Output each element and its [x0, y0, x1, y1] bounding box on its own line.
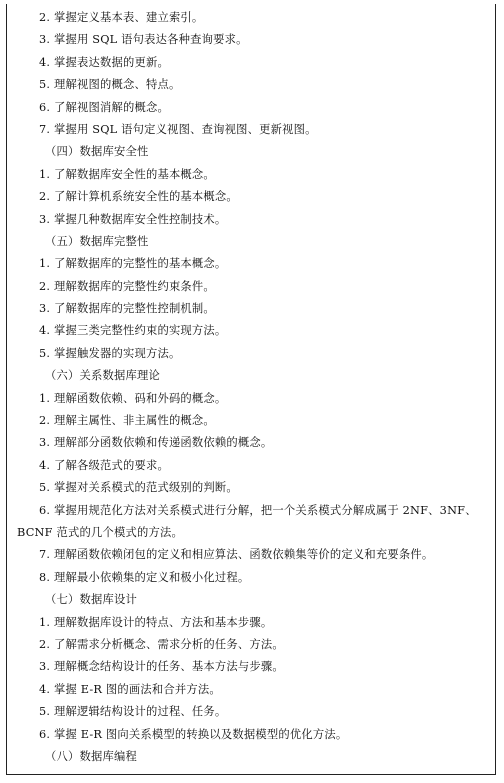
section-heading: （五）数据库完整性: [45, 234, 149, 248]
list-item: 2. 理解数据库的完整性约束条件。: [39, 279, 215, 293]
list-item: 5. 理解视图的概念、特点。: [39, 78, 181, 92]
list-item: 2. 掌握定义基本表、建立索引。: [39, 11, 204, 24]
list-item: 4. 了解各级范式的要求。: [39, 458, 169, 472]
list-item: 1. 理解数据库设计的特点、方法和基本步骤。: [39, 615, 273, 629]
list-item: 1. 了解数据库的完整性的基本概念。: [39, 257, 227, 271]
list-item: 4. 掌握三类完整性约束的实现方法。: [39, 324, 227, 338]
list-item: 8. 理解最小依赖集的定义和极小化过程。: [39, 570, 250, 584]
list-item: 3. 理解部分函数依赖和传递函数依赖的概念。: [39, 436, 273, 450]
list-item: 7. 掌握用 SQL 语句定义视图、查询视图、更新视图。: [39, 122, 317, 136]
section-heading: （六）关系数据库理论: [45, 369, 160, 383]
list-item: 5. 理解逻辑结构设计的过程、任务。: [39, 705, 227, 719]
list-item: 5. 掌握对关系模式的范式级别的判断。: [39, 481, 238, 495]
list-item: 4. 掌握表达数据的更新。: [39, 55, 169, 69]
list-item: 6. 掌握用规范化方法对关系模式进行分解，把一个关系模式分解成属于 2NF、3NF、: [39, 503, 477, 517]
document-frame: [6, 4, 496, 775]
list-item: 6. 掌握 E-R 图向关系模型的转换以及数据模型的优化方法。: [39, 727, 348, 741]
list-item: 7. 理解函数依赖闭包的定义和相应算法、函数依赖集等价的定义和充要条件。: [39, 548, 434, 562]
list-item: 2. 理解主属性、非主属性的概念。: [39, 414, 215, 428]
list-item: 3. 掌握几种数据库安全性控制技术。: [39, 212, 227, 226]
list-item: 4. 掌握 E-R 图的画法和合并方法。: [39, 682, 221, 696]
content-lines: [7, 7, 495, 768]
list-item: 5. 掌握触发器的实现方法。: [39, 346, 181, 360]
section-heading: （七）数据库设计: [45, 593, 137, 607]
list-item: 3. 了解数据库的完整性控制机制。: [39, 302, 215, 316]
list-item: 3. 掌握用 SQL 语句表达各种查询要求。: [39, 33, 248, 47]
list-item: 6. 了解视图消解的概念。: [39, 100, 169, 114]
list-item: 3. 理解概念结构设计的任务、基本方法与步骤。: [39, 660, 284, 674]
list-item-continuation: BCNF 范式的几个模式的方法。: [17, 525, 183, 539]
list-item: 1. 理解函数依赖、码和外码的概念。: [39, 391, 227, 405]
list-item: 2. 了解计算机系统安全性的基本概念。: [39, 190, 238, 204]
list-item: 1. 了解数据库安全性的基本概念。: [39, 167, 215, 181]
list-item: 2. 了解需求分析概念、需求分析的任务、方法。: [39, 637, 284, 651]
section-heading: （四）数据库安全性: [45, 145, 149, 159]
section-heading: （八）数据库编程: [45, 749, 137, 763]
